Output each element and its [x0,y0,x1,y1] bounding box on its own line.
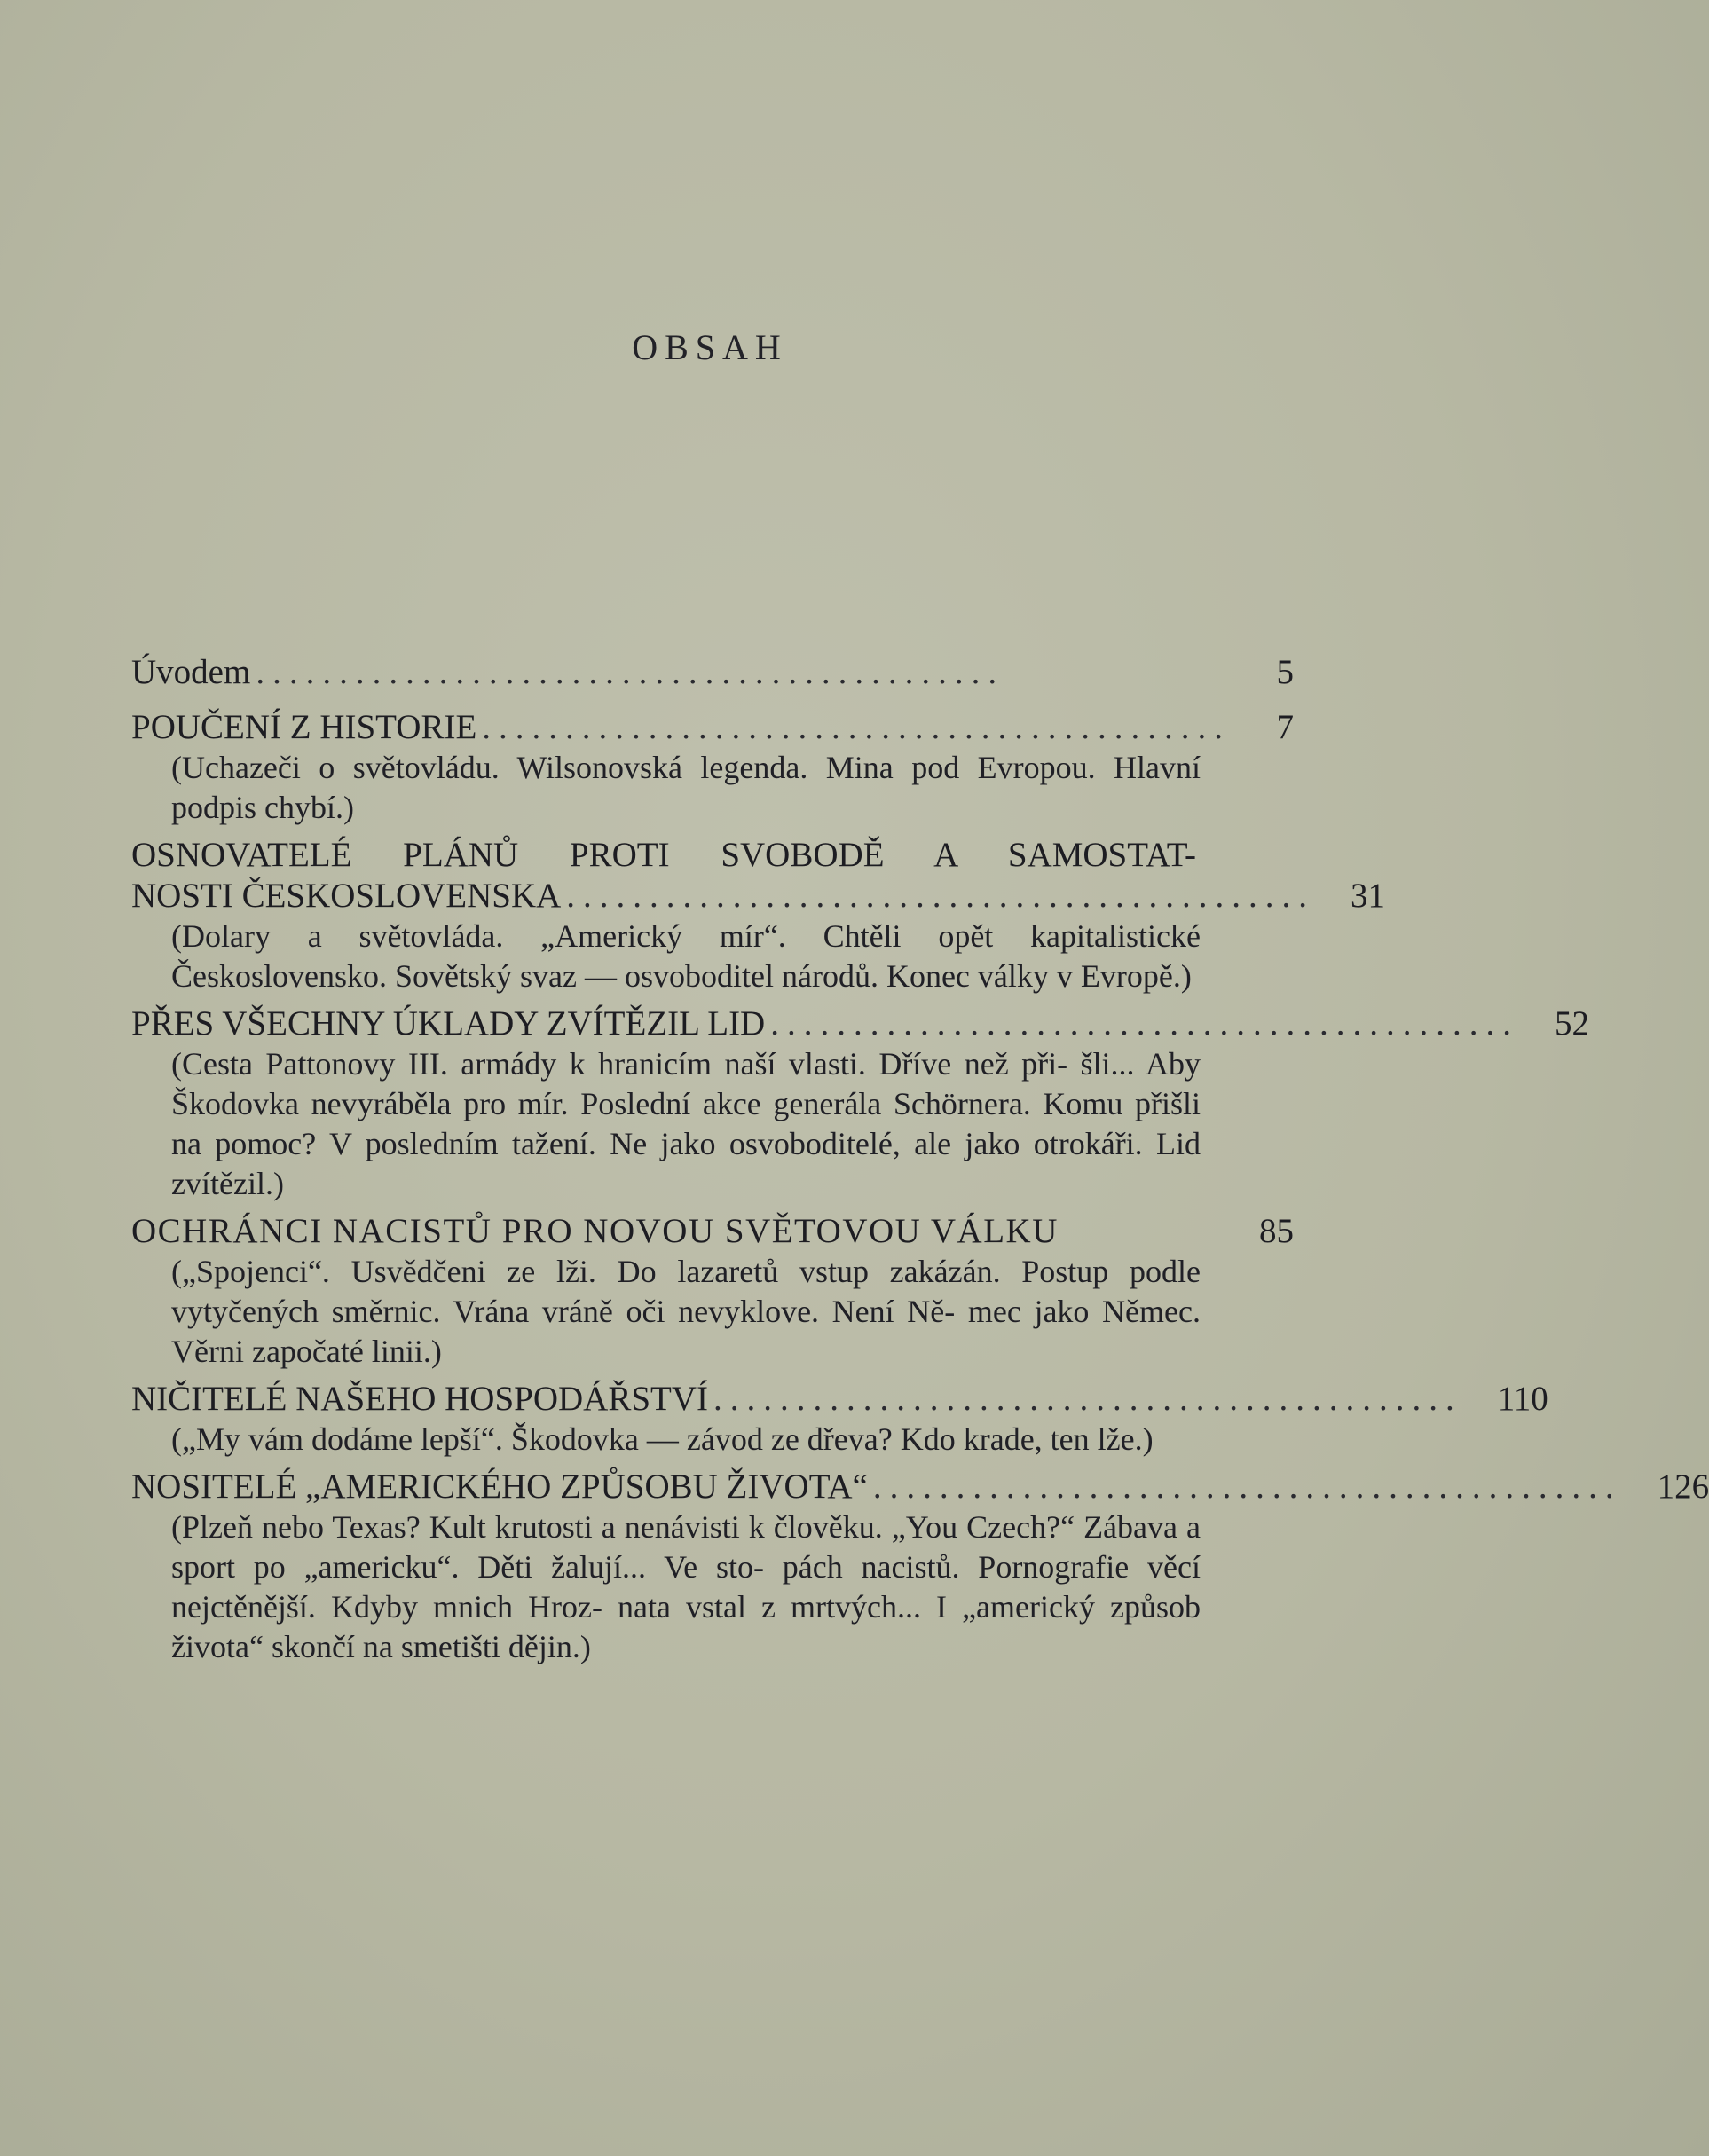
dot-leader: ............................................. [713,1380,1462,1418]
toc-page-number: 5 [1276,653,1294,691]
toc-entry-description: („My vám dodáme lepší“. Škodovka — závod ze dřeva? Kdo krade, ten lže.) [171,1421,1154,1457]
toc-entry [131,1467,1709,1667]
toc-page-number: 52 [1554,1004,1589,1043]
toc-entry-description: (Dolary a světovláda. „Americký mír“. Chtěli opět kapitalistické Československo. Sovětský svaz — osvoboditel národů. Konec války v Evropě.) [171,918,1201,994]
toc-entry-title: POUČENÍ Z HISTORIE [131,708,477,746]
toc-entry-heading [131,1003,1589,1044]
toc-entry-heading [131,876,1386,917]
toc-entry [131,1211,1294,1372]
toc-page-number: 110 [1497,1380,1548,1418]
toc-entry [131,707,1294,828]
toc-entry-heading [131,1467,1709,1507]
toc-page-number: 126 [1657,1467,1709,1506]
toc-entry-title: PŘES VŠECHNY ÚKLADY ZVÍTĚZIL LID [131,1004,766,1043]
dot-leader: ............................................. [770,1004,1519,1043]
toc-entry-title: NOSITELÉ „AMERICKÉHO ZPŮSOBU ŽIVOTA“ [131,1467,868,1506]
toc-entry-description: (Plzeň nebo Texas? Kult krutosti a nenávisti k člověku. „You Czech?“ Zábava a sport po „americku“. Děti žalují... Ve sto- pách nacistů. Pornografie věcí nejctěnější. Kdyby mnich Hroz- nata vstal z mrtvých... I „americký způsob života“ skončí na smetišti dějin.) [171,1509,1201,1664]
toc-entry-title: NIČITELÉ NAŠEHO HOSPODÁŘSTVÍ [131,1380,708,1418]
toc-entry-heading [131,1211,1294,1252]
page-title: OBSAH [632,327,788,367]
toc-entry [131,835,1386,996]
table-of-contents [131,652,1709,1674]
toc-entry-description: (Uchazeči o světovládu. Wilsonovská legenda. Mina pod Evropou. Hlavní podpis chybí.) [171,750,1201,825]
toc-entry-description: (Cesta Pattonovy III. armády k hranicím naší vlasti. Dříve než při- šli... Aby Škodovka nevyráběla pro mír. Poslední akce generála Schörnera. Komu přišli na pomoc? V posledním tažení. Ne jako osvoboditelé, ale jako otrokáři. Lid zvítězil.) [171,1046,1201,1201]
toc-entry-title: Úvodem [131,653,251,691]
toc-entry-description: („Spojenci“. Usvědčeni ze lži. Do lazaretů vstup zakázán. Postup podle vytyčených směrnic. Vrána vráně oči nevyklove. Není Ně- mec jako Němec. Věrni započaté linii.) [171,1254,1201,1369]
toc-entry-title: OCHRÁNCI NACISTŮ PRO NOVOU SVĚTOVOU VÁLKU [131,1212,1059,1250]
toc-page-number: 31 [1351,877,1386,915]
toc-entry [131,652,1294,693]
toc-entry-title: NOSTI ČESKOSLOVENSKA [131,877,562,915]
toc-entry [131,1379,1548,1460]
toc-entry-heading [131,1379,1548,1420]
dot-leader: ............................................. [482,708,1232,746]
toc-entry [131,1003,1589,1204]
dot-leader: ............................................. [872,1467,1622,1506]
toc-page-number: 7 [1276,708,1294,746]
toc-entry-heading [131,652,1294,693]
toc-page-number: 85 [1259,1212,1294,1250]
toc-entry-heading [131,707,1294,748]
dot-leader: ............................................. [256,653,1005,691]
toc-entry-title-line1: OSNOVATELÉ PLÁNŮ PROTI SVOBODĚ A SAMOSTAT- [131,836,1196,874]
dot-leader: ............................................. [566,877,1316,915]
